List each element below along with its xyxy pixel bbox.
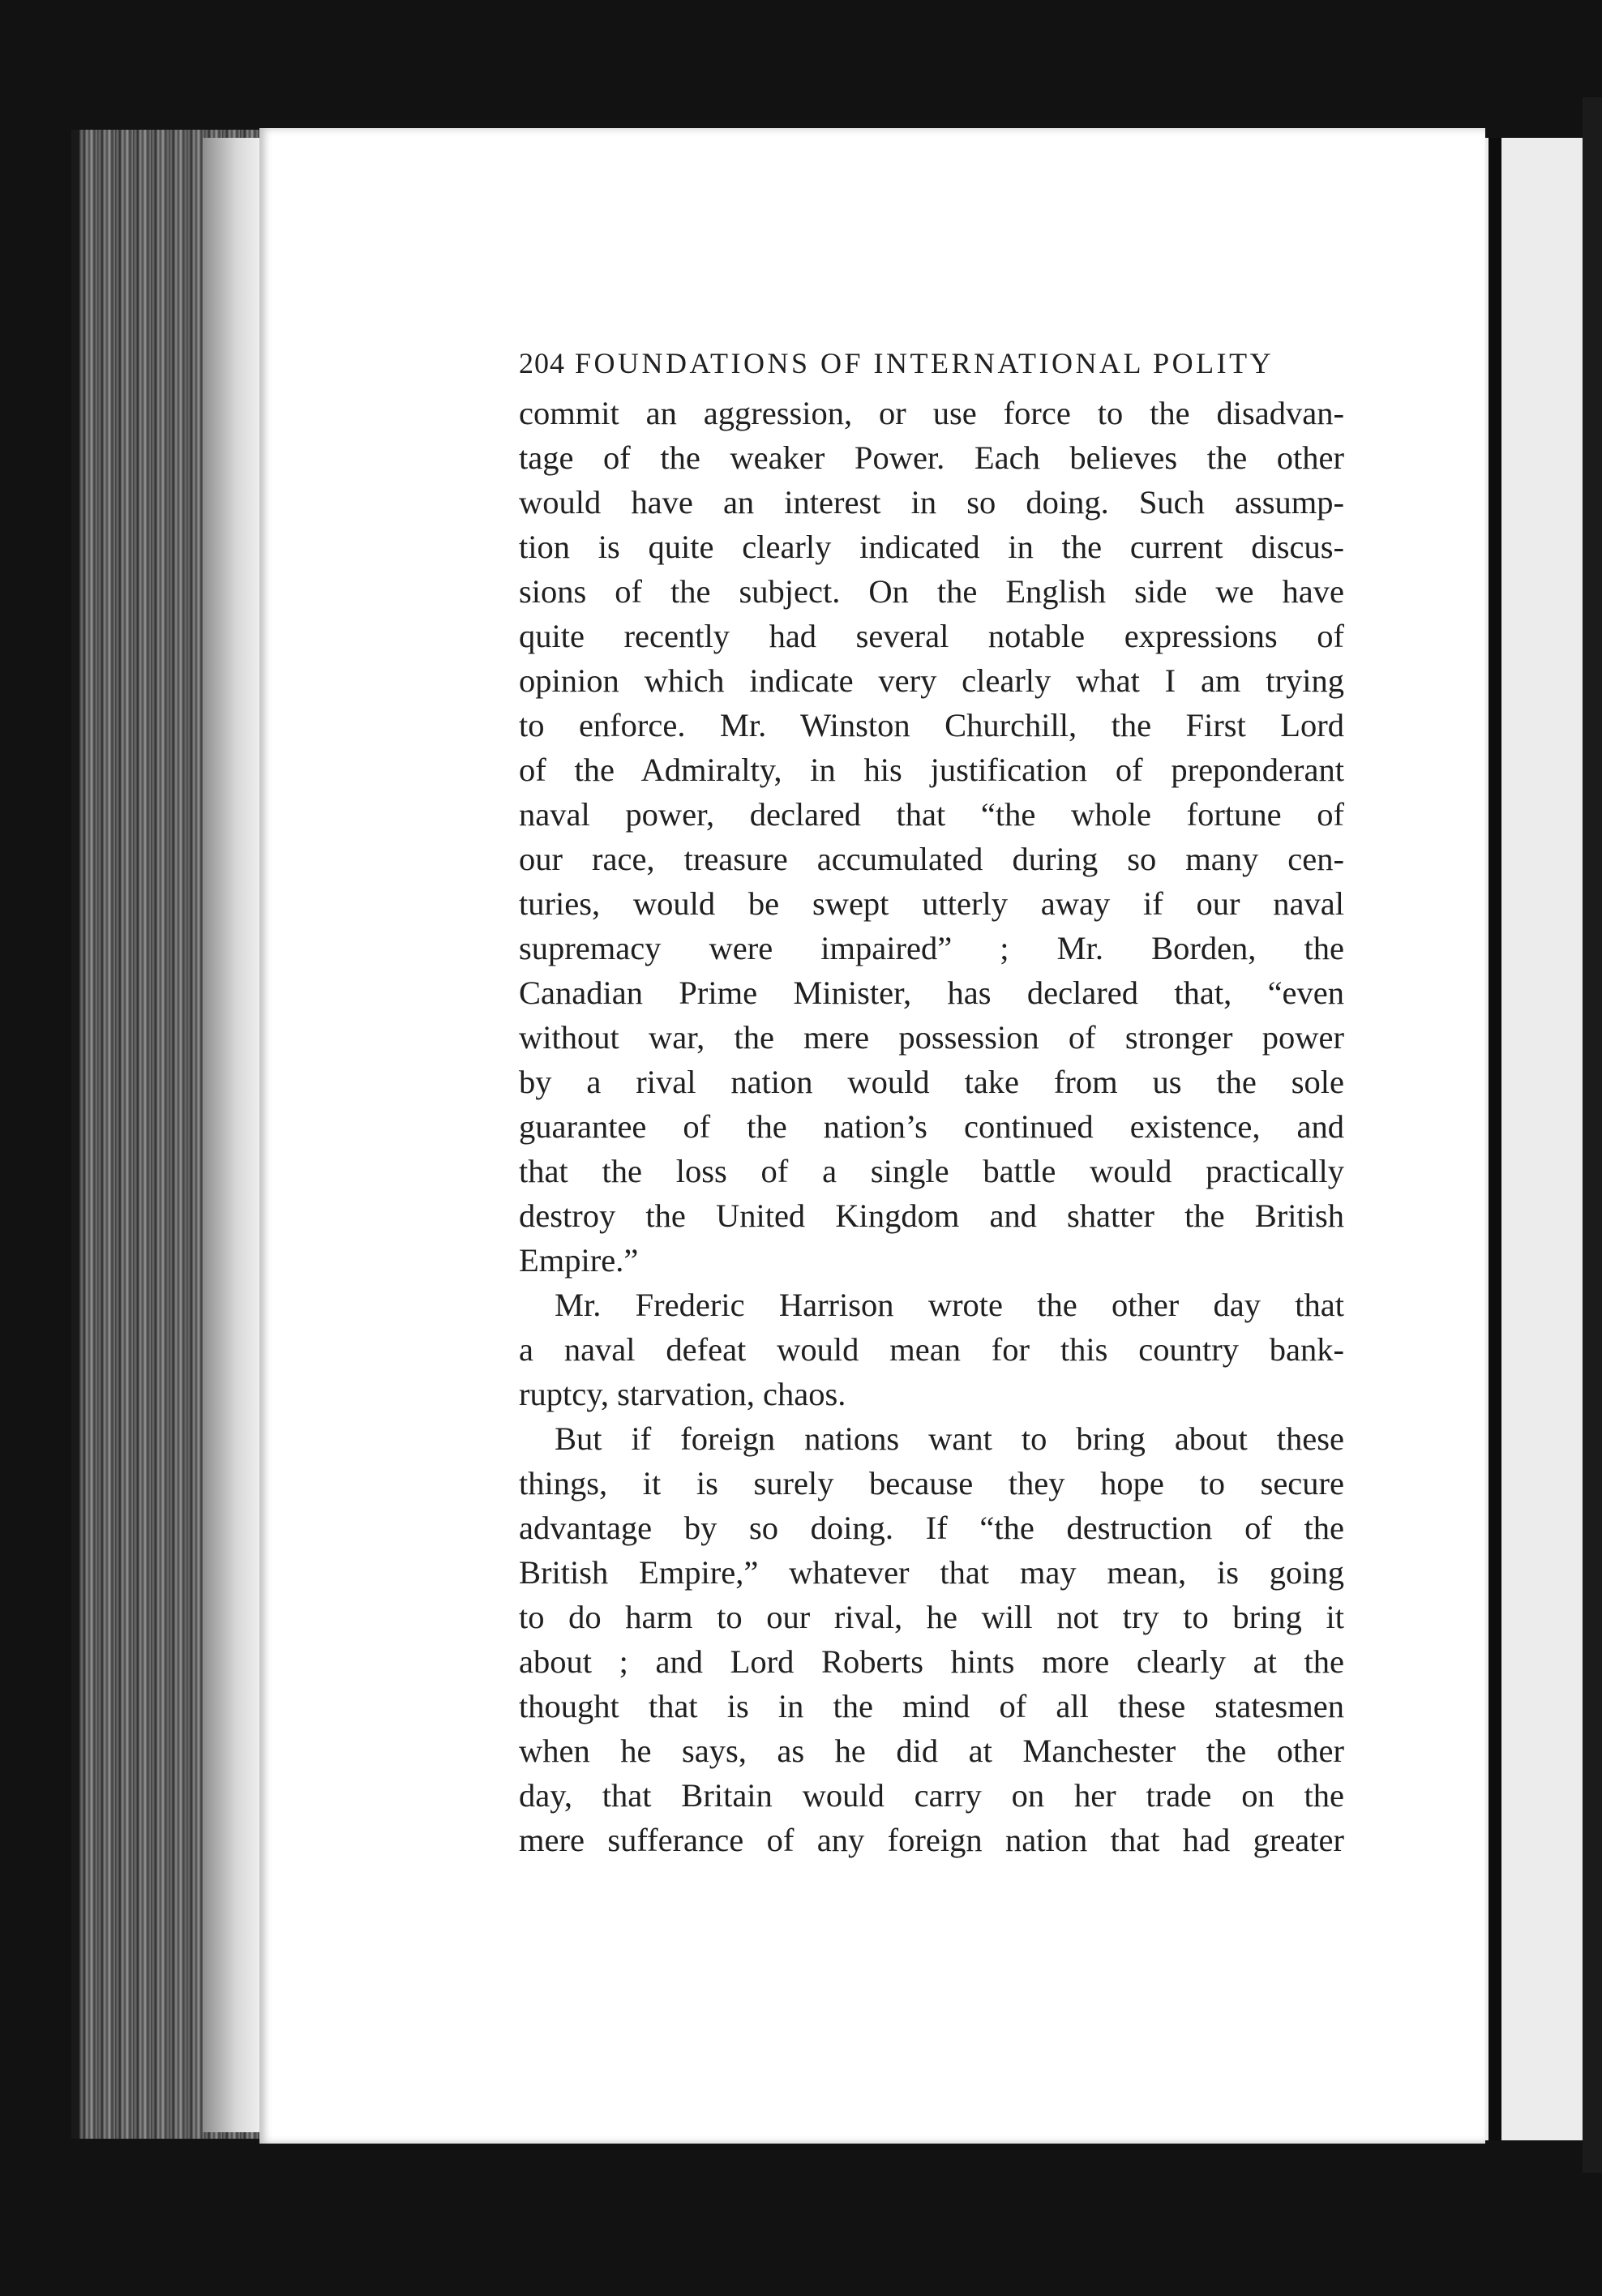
book-page-edges-inner bbox=[203, 138, 259, 2132]
text-line: thought that is in the mind of all these statesmen bbox=[519, 1688, 1344, 1724]
paragraph bbox=[519, 1283, 1344, 1416]
text-line: advantage by so doing. If “the destruction of the bbox=[519, 1510, 1344, 1546]
text-line: turies, would be swept utterly away if our naval bbox=[519, 885, 1344, 922]
text-line: of the Admiralty, in his justification of preponderant bbox=[519, 752, 1344, 788]
text-line: supremacy were impaired” ; Mr. Borden, the bbox=[519, 930, 1344, 966]
paragraph bbox=[519, 391, 1344, 1283]
running-title: FOUNDATIONS OF INTERNATIONAL POLITY bbox=[575, 347, 1274, 379]
text-line: quite recently had several notable expressions of bbox=[519, 618, 1344, 654]
text-line: Empire.” bbox=[519, 1242, 639, 1279]
text-block bbox=[519, 341, 1344, 1862]
scan-edge bbox=[1583, 97, 1602, 2173]
text-line: to do harm to our rival, he will not try to bring it bbox=[519, 1599, 1344, 1635]
paragraph bbox=[519, 1416, 1344, 1862]
text-line: when he says, as he did at Manchester the other bbox=[519, 1733, 1344, 1769]
running-head bbox=[519, 341, 1344, 391]
text-line: a naval defeat would mean for this country bank- bbox=[519, 1331, 1344, 1368]
text-line: sions of the subject. On the English side we have bbox=[519, 573, 1344, 610]
text-line: But if foreign nations want to bring about these bbox=[555, 1420, 1344, 1457]
page-number: 204 bbox=[519, 347, 565, 379]
text-line: day, that Britain would carry on her trade on the bbox=[519, 1777, 1344, 1814]
text-line: our race, treasure accumulated during so many cen- bbox=[519, 841, 1344, 877]
gutter-rule bbox=[1488, 138, 1501, 2140]
text-line: commit an aggression, or use force to the disadvan- bbox=[519, 395, 1344, 431]
text-line: destroy the United Kingdom and shatter the British bbox=[519, 1197, 1344, 1234]
text-line: Mr. Frederic Harrison wrote the other day that bbox=[555, 1287, 1344, 1323]
text-line: that the loss of a single battle would practically bbox=[519, 1153, 1344, 1189]
text-line: tage of the weaker Power. Each believes the other bbox=[519, 439, 1344, 476]
text-line: mere sufferance of any foreign nation that had greater bbox=[519, 1822, 1344, 1858]
text-line: would have an interest in so doing. Such assump- bbox=[519, 484, 1344, 520]
text-line: by a rival nation would take from us the sole bbox=[519, 1064, 1344, 1100]
text-line: Canadian Prime Minister, has declared that, “even bbox=[519, 975, 1344, 1011]
text-line: naval power, declared that “the whole fortune of bbox=[519, 796, 1344, 833]
text-line: tion is quite clearly indicated in the current discus- bbox=[519, 529, 1344, 565]
text-line: without war, the mere possession of stronger power bbox=[519, 1019, 1344, 1056]
text-line: to enforce. Mr. Winston Churchill, the First Lord bbox=[519, 707, 1344, 743]
text-line: British Empire,” whatever that may mean, is going bbox=[519, 1554, 1344, 1591]
text-line: things, it is surely because they hope to secure bbox=[519, 1465, 1344, 1501]
text-line: about ; and Lord Roberts hints more clearly at the bbox=[519, 1643, 1344, 1680]
text-line: ruptcy, starvation, chaos. bbox=[519, 1376, 846, 1412]
text-line: opinion which indicate very clearly what I am trying bbox=[519, 662, 1344, 699]
text-line: guarantee of the nation’s continued existence, and bbox=[519, 1108, 1344, 1145]
body-text bbox=[519, 391, 1344, 1862]
